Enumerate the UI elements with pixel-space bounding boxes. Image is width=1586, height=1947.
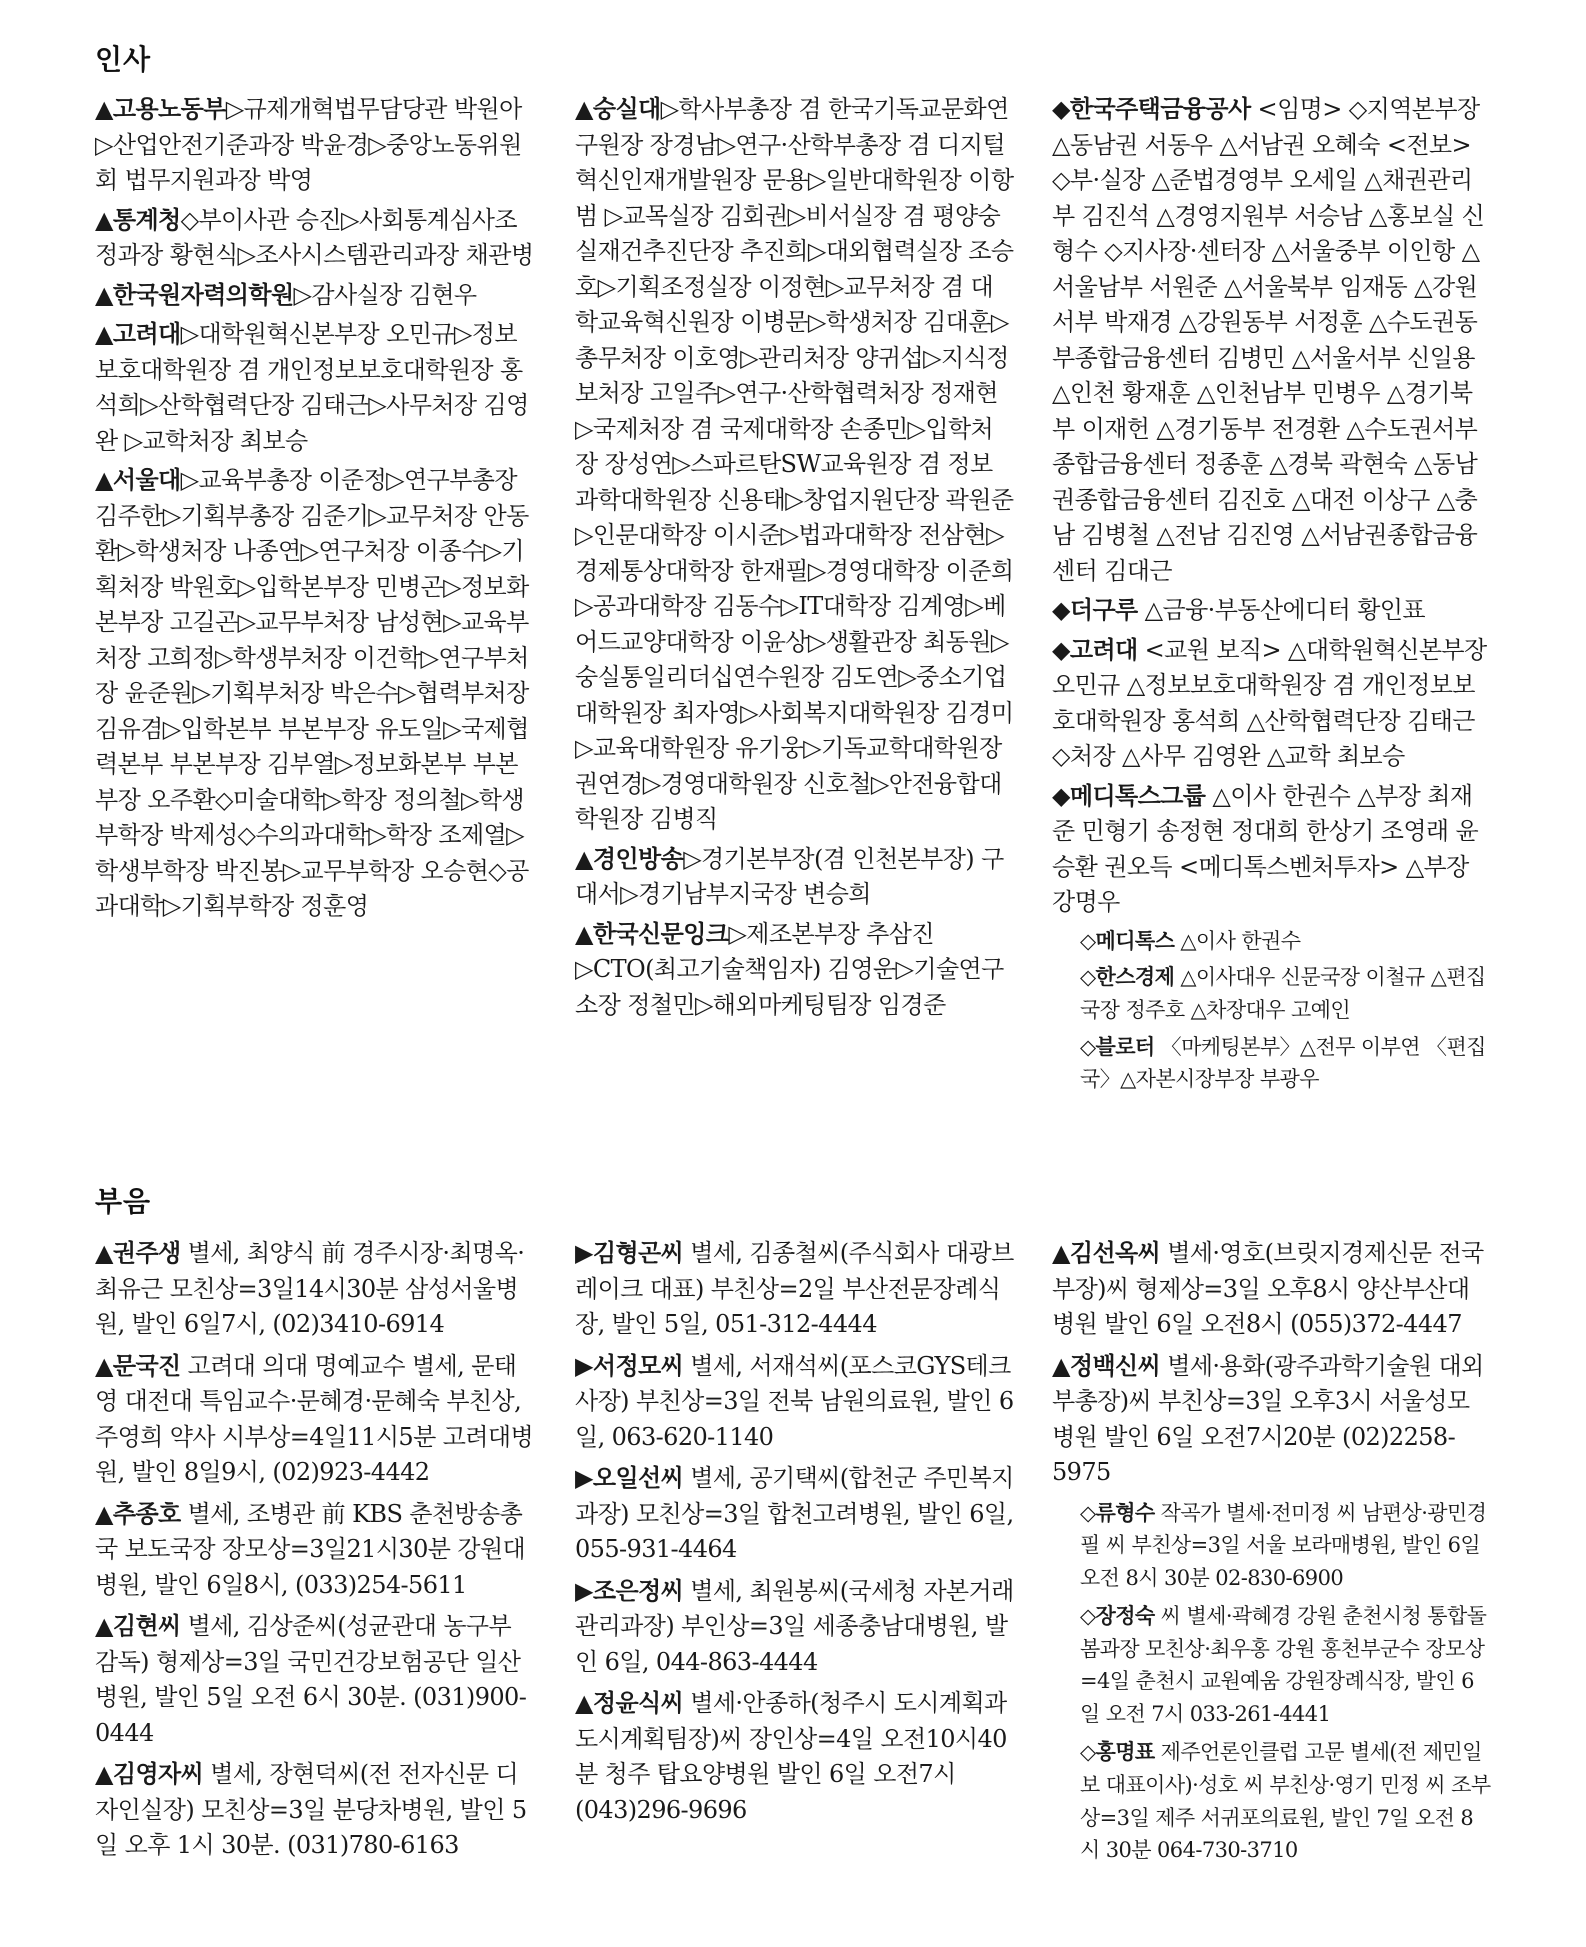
entry-text: ▷경기본부장(겸 인천본부장) 구대서▷경기남부지국장 변승희 <box>575 844 1004 909</box>
entry <box>575 917 1015 1024</box>
entry <box>95 278 535 314</box>
entry-text: 작곡가 별세·전미정 씨 남편상·광민경필 씨 부친상=3일 서울 보라매병원, 발인 6일 오전 8시 30분 02-830-6900 <box>1080 1500 1487 1590</box>
entry-text: 별세, 공기택씨(합천군 주민복지과장) 모친상=3일 합천고려병원, 발인 6일, 055-931-4464 <box>575 1464 1014 1564</box>
entry-text: 별세·안종하(청주시 도시계획과 도시계획팀장)씨 장인상=4일 오전10시40분 청주 탑요양병원 발인 6일 오전7시 (043)296-9696 <box>575 1689 1007 1824</box>
entry <box>1052 593 1492 629</box>
entry-text: 별세, 최원봉씨(국세청 자본거래관리과장) 부인상=3일 세종충남대병원, 발인 6일, 044-863-4444 <box>575 1576 1014 1676</box>
entry <box>95 1497 535 1604</box>
entry <box>95 1609 535 1751</box>
entry-text: 별세, 조병관 前 KBS 춘천방송총국 보도국장 장모상=3일21시30분 강원대병원, 발인 6일8시, (033)254-5611 <box>95 1499 526 1599</box>
entry-text: △이사대우 신문국장 이철규 △편집국장 정주호 △차장대우 고예인 <box>1080 965 1486 1022</box>
entry <box>575 842 1015 913</box>
entry <box>1052 1600 1492 1730</box>
entry <box>1052 92 1492 589</box>
entry-heading: ◇한스경제 <box>1080 965 1175 990</box>
entry-text: <교원 보직> △대학원혁신본부장 오민규 △정보보호대학원장 겸 개인정보보호대학원장 홍석희 △산학협력단장 김태근 ◇처장 △사무 김영완 △교학 최보승 <box>1052 635 1487 771</box>
entry-heading: ▲경인방송 <box>575 844 684 873</box>
entry-heading: ◇블로터 <box>1080 1034 1155 1059</box>
entry-text: ▷규제개혁법무담당관 박원아 ▷산업안전기준과장 박윤경▷중앙노동위원회 법무지원과장 박영 <box>95 95 522 195</box>
entry-heading: ◇류형수 <box>1080 1500 1155 1525</box>
entry <box>95 1349 535 1491</box>
entry <box>575 1461 1015 1568</box>
entry-heading: ▶오일선씨 <box>575 1464 684 1493</box>
entry <box>1052 1031 1492 1096</box>
entry-text: △이사 한권수 △부장 최재준 민형기 송정현 정대희 한상기 조영래 윤승환 권오득 <메디톡스벤처투자> △부장 강명우 <box>1052 781 1479 917</box>
entry-text: ▷감사실장 김현우 <box>293 280 477 309</box>
entry-heading: ▲통계청 <box>95 205 181 234</box>
entry <box>1052 1349 1492 1491</box>
entry-text: △이사 한권수 <box>1174 928 1301 953</box>
bueum-column-2 <box>575 1236 1015 1834</box>
entry-text: ▷대학원혁신본부장 오민규▷정보보호대학원장 겸 개인정보보호대학원장 홍석희▷산학협력단장 김태근▷사무처장 김영완 ▷교학처장 최보승 <box>95 320 529 455</box>
entry-text: 별세, 서재석씨(포스코GYS테크 사장) 부친상=3일 전북 남원의료원, 발인 6일, 063-620-1140 <box>575 1351 1014 1451</box>
entry-heading: ▶조은정씨 <box>575 1576 684 1605</box>
entry <box>1052 633 1492 775</box>
entry <box>95 1236 535 1343</box>
entry-text: 고려대 의대 명예교수 별세, 문태영 대전대 특임교수·문혜경·문혜숙 부친상, 주영희 약사 시부상=4일11시5분 고려대병원, 발인 8일9시, (02)923-4442 <box>95 1351 534 1487</box>
entry-heading: ▲한국신문잉크 <box>575 919 729 948</box>
entry-heading: ▲한국원자력의학원 <box>95 280 294 309</box>
entry-text: ▷제조본부장 추삼진▷CTO(최고기술책임자) 김영운▷기술연구소장 정철민▷해외마케팅팀장 임경준 <box>575 919 1004 1019</box>
entry-text: 별세, 김종철씨(주식회사 대광브레이크 대표) 부친상=2일 부산전문장례식장, 발인 5일, 051-312-4444 <box>575 1239 1014 1339</box>
entry-heading: ▶김형곤씨 <box>575 1239 684 1267</box>
entry <box>575 92 1015 838</box>
entry-heading: ▲김선옥씨 <box>1052 1239 1161 1267</box>
entry-text: 별세·영호(브릿지경제신문 전국부장)씨 형제상=3일 오후8시 양산부산대병원 발인 6일 오전8시 (055)372-4447 <box>1052 1239 1484 1339</box>
entry <box>1052 961 1492 1026</box>
entry-text: 별세·용화(광주과학기술원 대외부총장)씨 부친상=3일 오후3시 서울성모병원 발인 6일 오전7시20분 (02)2258-5975 <box>1052 1351 1484 1487</box>
entry-heading: ▲추종호 <box>95 1499 181 1528</box>
entry-text: 별세, 최양식 前 경주시장·최명옥·최유근 모친상=3일14시30분 삼성서울병원, 발인 6일7시, (02)3410-6914 <box>95 1239 525 1339</box>
entry-heading: ▲고용노동부 <box>95 95 226 123</box>
entry <box>1052 779 1492 921</box>
entry-heading: ◇홍명표 <box>1080 1740 1155 1765</box>
entry-heading: ▲권주생 <box>95 1239 181 1267</box>
entry <box>575 1236 1015 1343</box>
entry-heading: ▲서울대 <box>95 466 181 495</box>
entry-heading: ▲정윤식씨 <box>575 1689 684 1718</box>
section-title-bueum: 부음 <box>95 1185 152 1218</box>
entry-text: ▷교육부총장 이준정▷연구부총장 김주한▷기획부총장 김준기▷교무처장 안동환▷학생처장 나종연▷연구처장 이종수▷기획처장 박원호▷입학본부장 민병곤▷정보화본부장 고길곤▷교무부처장 남성현▷교육부처장 고희정▷학생부처장 이건학▷연구부처장 윤준원▷기획부처장 박은수▷협력부처장 김유겸▷입학본부 부본부장 유도일▷국제협력본부 부본부장 김부열▷정보화본부 부본부장 오주환◇미술대학▷학장 정의철▷학생부학장 박제성◇수의과대학▷학장 조제열▷학생부학장 박진봉▷교무부학장 오승현◇공과대학▷기획부학장 정훈영 <box>95 466 529 921</box>
entry-text: 별세, 김상준씨(성균관대 농구부 감독) 형제상=3일 국민건강보험공단 일산병원, 발인 5일 오전 6시 30분. (031)900-0444 <box>95 1612 527 1747</box>
entry-heading: ◆한국주택금융공사 <box>1052 95 1251 123</box>
entry <box>575 1686 1015 1828</box>
entry-heading: ▶서정모씨 <box>575 1351 684 1380</box>
entry-heading: ▲문국진 <box>95 1351 181 1380</box>
entry-heading: ◆고려대 <box>1052 635 1138 664</box>
entry-heading: ◆메디톡스그룹 <box>1052 781 1206 810</box>
entry-heading: ▲숭실대 <box>575 95 661 123</box>
entry <box>95 317 535 459</box>
entry-heading: ▲정백신씨 <box>1052 1351 1161 1380</box>
entry-heading: ◇메디톡스 <box>1080 928 1175 953</box>
entry <box>1052 1236 1492 1343</box>
entry-heading: ◆더구루 <box>1052 596 1138 625</box>
entry-text: ▷학사부총장 겸 한국기독교문화연구원장 장경남▷연구·산학부총장 겸 디지털혁신인재개발원장 문용▷일반대학원장 이항범 ▷교목실장 김회권▷비서실장 겸 평양숭실재건추진단장 추진희▷대외협력실장 조승호▷기획조정실장 이정현▷교무처장 겸 대학교육혁신원장 이병문▷학생처장 김대훈▷총무처장 이호영▷관리처장 양귀섭▷지식정보처장 고일주▷연구·산학협력처장 정재현▷국제처장 겸 국제대학장 손종민▷입학처장 장성연▷스파르탄SW교육원장 겸 정보과학대학원장 신용태▷창업지원단장 곽원준▷인문대학장 이시준▷법과대학장 전삼현▷경제통상대학장 한재필▷경영대학장 이준희▷공과대학장 김동수▷IT대학장 김계영▷베어드교양대학장 이윤상▷생활관장 최동원▷숭실통일리더십연수원장 김도연▷중소기업대학원장 최자영▷사회복지대학원장 김경미▷교육대학원장 유기웅▷기독교학대학원장 권연경▷경영대학원장 신호철▷안전융합대학원장 김병직 <box>575 95 1014 834</box>
entry-heading: ▲김영자씨 <box>95 1760 204 1789</box>
entry <box>575 1349 1015 1456</box>
section-title-insa: 인사 <box>95 43 152 76</box>
entry-text: 씨 별세·곽혜경 강원 춘천시청 통합돌봄과장 모친상·최우홍 강원 홍천부군수 장모상=4일 춘천시 교원예움 강원장례식장, 발인 6일 오전 7시 033-261-4441 <box>1080 1604 1487 1726</box>
entry-heading: ◇장정숙 <box>1080 1604 1155 1629</box>
entry <box>1052 925 1492 958</box>
entry-heading: ▲고려대 <box>95 320 181 349</box>
entry-heading: ▲김현씨 <box>95 1612 181 1641</box>
entry <box>1052 1736 1492 1866</box>
entry-text: <임명> ◇지역본부장 △동남권 서동우 △서남권 오혜숙 <전보> ◇부·실장 △준법경영부 오세일 △채권관리부 김진석 △경영지원부 서승남 △홍보실 신형수 ◇지사장·센터장 △서울중부 이인항 △서울남부 서원준 △서울북부 임재동 △강원서부 박재경 △강원동부 서정훈 △수도권동부종합금융센터 김병민 △서울서부 신일용 △인천 황재훈 △인천남부 민병우 △경기북부 이재헌 △경기동부 전경환 △수도권서부종합금융센터 정종훈 △경북 곽현숙 △동남권종합금융센터 김진호 △대전 이상구 △충남 김병철 △전남 김진영 △서남권종합금융센터 김대근 <box>1052 95 1485 585</box>
entry <box>95 463 535 925</box>
bueum-column-3 <box>1052 1236 1492 1873</box>
entry-text: △금융·부동산에디터 황인표 <box>1137 596 1425 625</box>
entry-text: 〈마케팅본부〉△전무 이부연 〈편집국〉△자본시장부장 부광우 <box>1080 1034 1486 1092</box>
entry <box>575 1574 1015 1681</box>
insa-column-2 <box>575 92 1015 1027</box>
entry <box>95 92 535 199</box>
bueum-column-1 <box>95 1236 535 1870</box>
entry-text: ◇부이사관 승진▷사회통계심사조정과장 황현식▷조사시스템관리과장 채관병 <box>95 205 534 270</box>
entry <box>95 203 535 274</box>
insa-column-1 <box>95 92 535 929</box>
entry-text: 제주언론인클럽 고문 별세(전 제민일보 대표이사)·성호 씨 부친상·영기 민정 씨 조부상=3일 제주 서귀포의료원, 발인 7일 오전 8시 30분 064-730-3710 <box>1080 1740 1491 1863</box>
entry-text: 별세, 장현덕씨(전 전자신문 디자인실장) 모친상=3일 분당차병원, 발인 5일 오후 1시 30분. (031)780-6163 <box>95 1760 527 1860</box>
entry <box>1052 1497 1492 1595</box>
insa-column-3 <box>1052 92 1492 1100</box>
entry <box>95 1757 535 1864</box>
